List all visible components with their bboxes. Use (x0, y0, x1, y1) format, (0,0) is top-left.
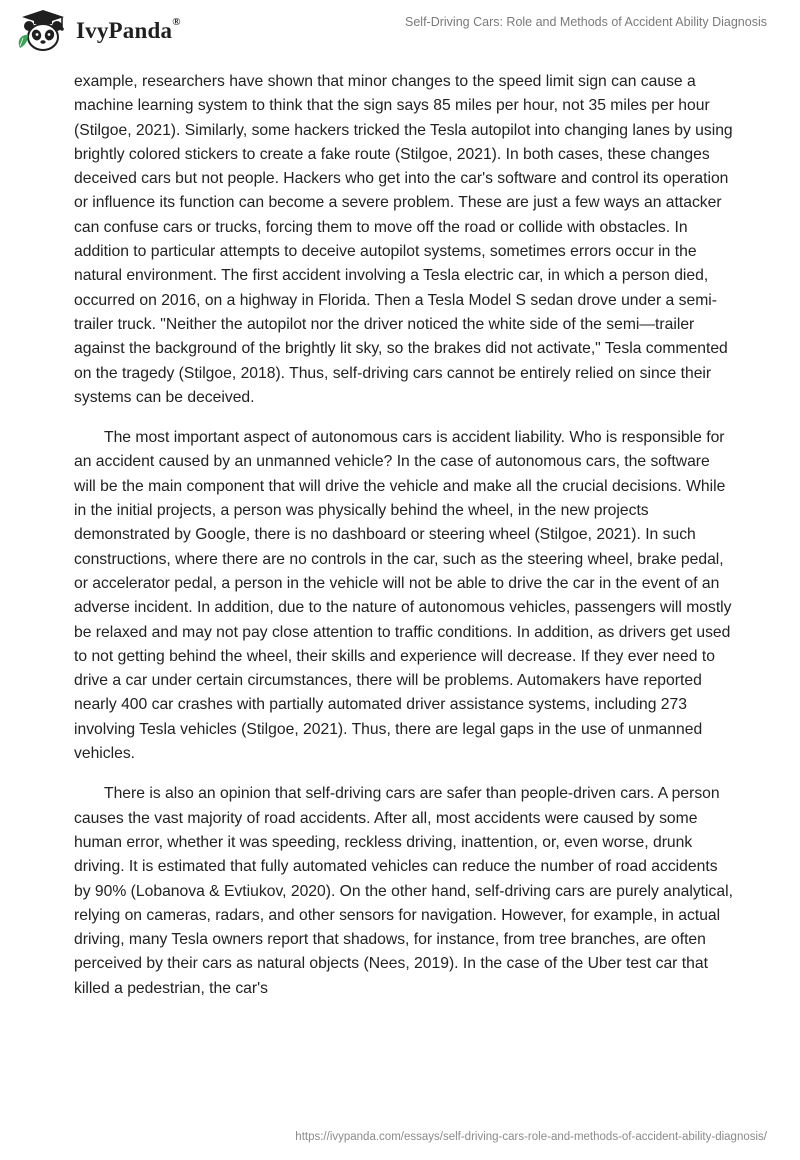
document-title: Self-Driving Cars: Role and Methods of Accident Ability Diagnosis (405, 15, 767, 29)
panda-graduate-icon (14, 8, 72, 54)
source-url[interactable]: https://ivypanda.com/essays/self-driving-cars-role-and-methods-of-accident-ability-diagnosis/ (295, 1131, 767, 1143)
brand-name: IvyPanda® (76, 16, 181, 43)
paragraph: example, researchers have shown that minor changes to the speed limit sign can cause a machine learning system to think that the sign says 85 miles per hour, not 35 miles per hour (Stilgoe, 2021). Similarly, some hackers tricked the Tesla autopilot into changing lanes by using brightly colored stickers to create a fake route (Stilgoe, 2021). In both cases, these changes deceived cars but not people. Hackers who get into the car's software and control its operation or influence its function can become a severe problem. These are just a few ways an attacker can confuse cars or trucks, forcing them to move off the road or collide with obstacles. In addition to particular attempts to deceive autopilot systems, sometimes errors occur in the natural environment. The first accident involving a Tesla electric car, in which a person died, occurred on 2016, on a highway in Florida. Then a Tesla Model S sedan drove under a semi-trailer truck. "Neither the autopilot nor the driver noticed the white side of the semi—trailer against the background of the brightly lit sky, so the brakes did not activate," Tesla commented on the tragedy (Stilgoe, 2018). Thus, self-driving cars cannot be entirely relied on since their systems can be deceived. (74, 73, 733, 406)
essay-body (74, 70, 734, 1017)
paragraph: The most important aspect of autonomous cars is accident liability. Who is responsible for an accident caused by an unmanned vehicle? In the case of autonomous cars, the software will be the main component that will drive the vehicle and make all the crucial decisions. While in the initial projects, a person was physically behind the wheel, in the new projects demonstrated by Google, there is no dashboard or steering wheel (Stilgoe, 2021). In such constructions, where there are no controls in the car, such as the steering wheel, brake pedal, or accelerator pedal, a person in the vehicle will not be able to drive the car in the event of an adverse incident. In addition, due to the nature of autonomous vehicles, passengers will mostly be relaxed and may not pay close attention to traffic conditions. In addition, as drivers get used to not getting behind the wheel, their skills and experience will decrease. If they ever need to drive a car under certain circumstances, there will be problems. Automakers have reported nearly 400 car crashes with partially automated driver assistance systems, including 273 involving Tesla vehicles (Stilgoe, 2021). Thus, there are legal gaps in the use of unmanned vehicles. (74, 429, 732, 763)
page-header (0, 0, 800, 60)
ivypanda-logo[interactable] (14, 8, 181, 54)
paragraph: There is also an opinion that self-driving cars are safer than people-driven cars. A person causes the vast majority of road accidents. After all, most accidents were caused by some human error, whether it was speeding, reckless driving, inattention, or, even worse, drunk driving. It is estimated that fully automated vehicles can reduce the number of road accidents by 90% (Lobanova & Evtiukov, 2020). On the other hand, self-driving cars are purely analytical, relying on cameras, radars, and other sensors for navigation. However, for example, in actual driving, many Tesla owners report that shadows, for instance, from tree branches, are often perceived by their cars as natural objects (Nees, 2019). In the case of the Uber test car that killed a pedestrian, the car's (74, 785, 733, 997)
